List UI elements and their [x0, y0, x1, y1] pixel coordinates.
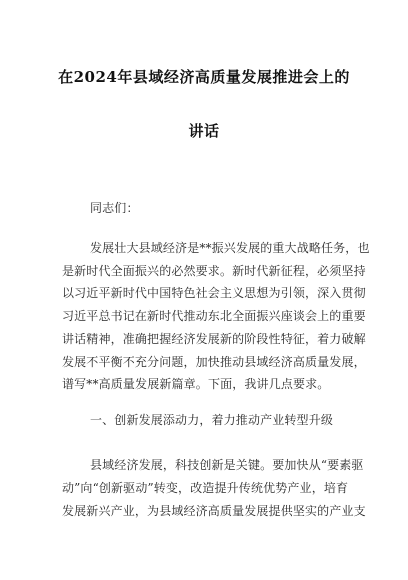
document-title-line-2: 讲话 [188, 122, 220, 140]
paragraph-line: 动”向“创新驱动”转变，改造提升传统优势产业，培育 [62, 481, 349, 495]
paragraph-line: 县域经济发展，科技创新是关键。要加快从“要素驱 [90, 458, 364, 472]
paragraph-line: 以习近平新时代中国特色社会主义思想为引领，深入贯彻 [62, 286, 366, 300]
paragraph-line: 发展新兴产业，为县域经济高质量发展提供坚实的产业支 [62, 504, 366, 518]
paragraph-line: 发展壮大县域经济是**振兴发展的重大战略任务，也 [90, 241, 370, 255]
section-heading-1: 一、创新发展添动力，着力推动产业转型升级 [90, 413, 334, 427]
paragraph-line: 习近平总书记在新时代推动东北全面振兴座谈会上的重要 [62, 309, 366, 323]
paragraph-line: 发展不平衡不充分问题，加快推动县域经济高质量发展， [62, 355, 366, 369]
paragraph-line: 讲话精神，准确把握经济发展新的阶段性特征，着力破解 [62, 332, 366, 346]
paragraph-line: 谱写**高质量发展新篇章。下面，我讲几点要求。 [62, 377, 330, 391]
document-title-line-1: 在2024年县域经济高质量发展推进会上的 [58, 68, 350, 86]
paragraph-line: 是新时代全面振兴的必然要求。新时代新征程，必须坚持 [62, 264, 366, 278]
salutation: 同志们： [90, 201, 139, 215]
